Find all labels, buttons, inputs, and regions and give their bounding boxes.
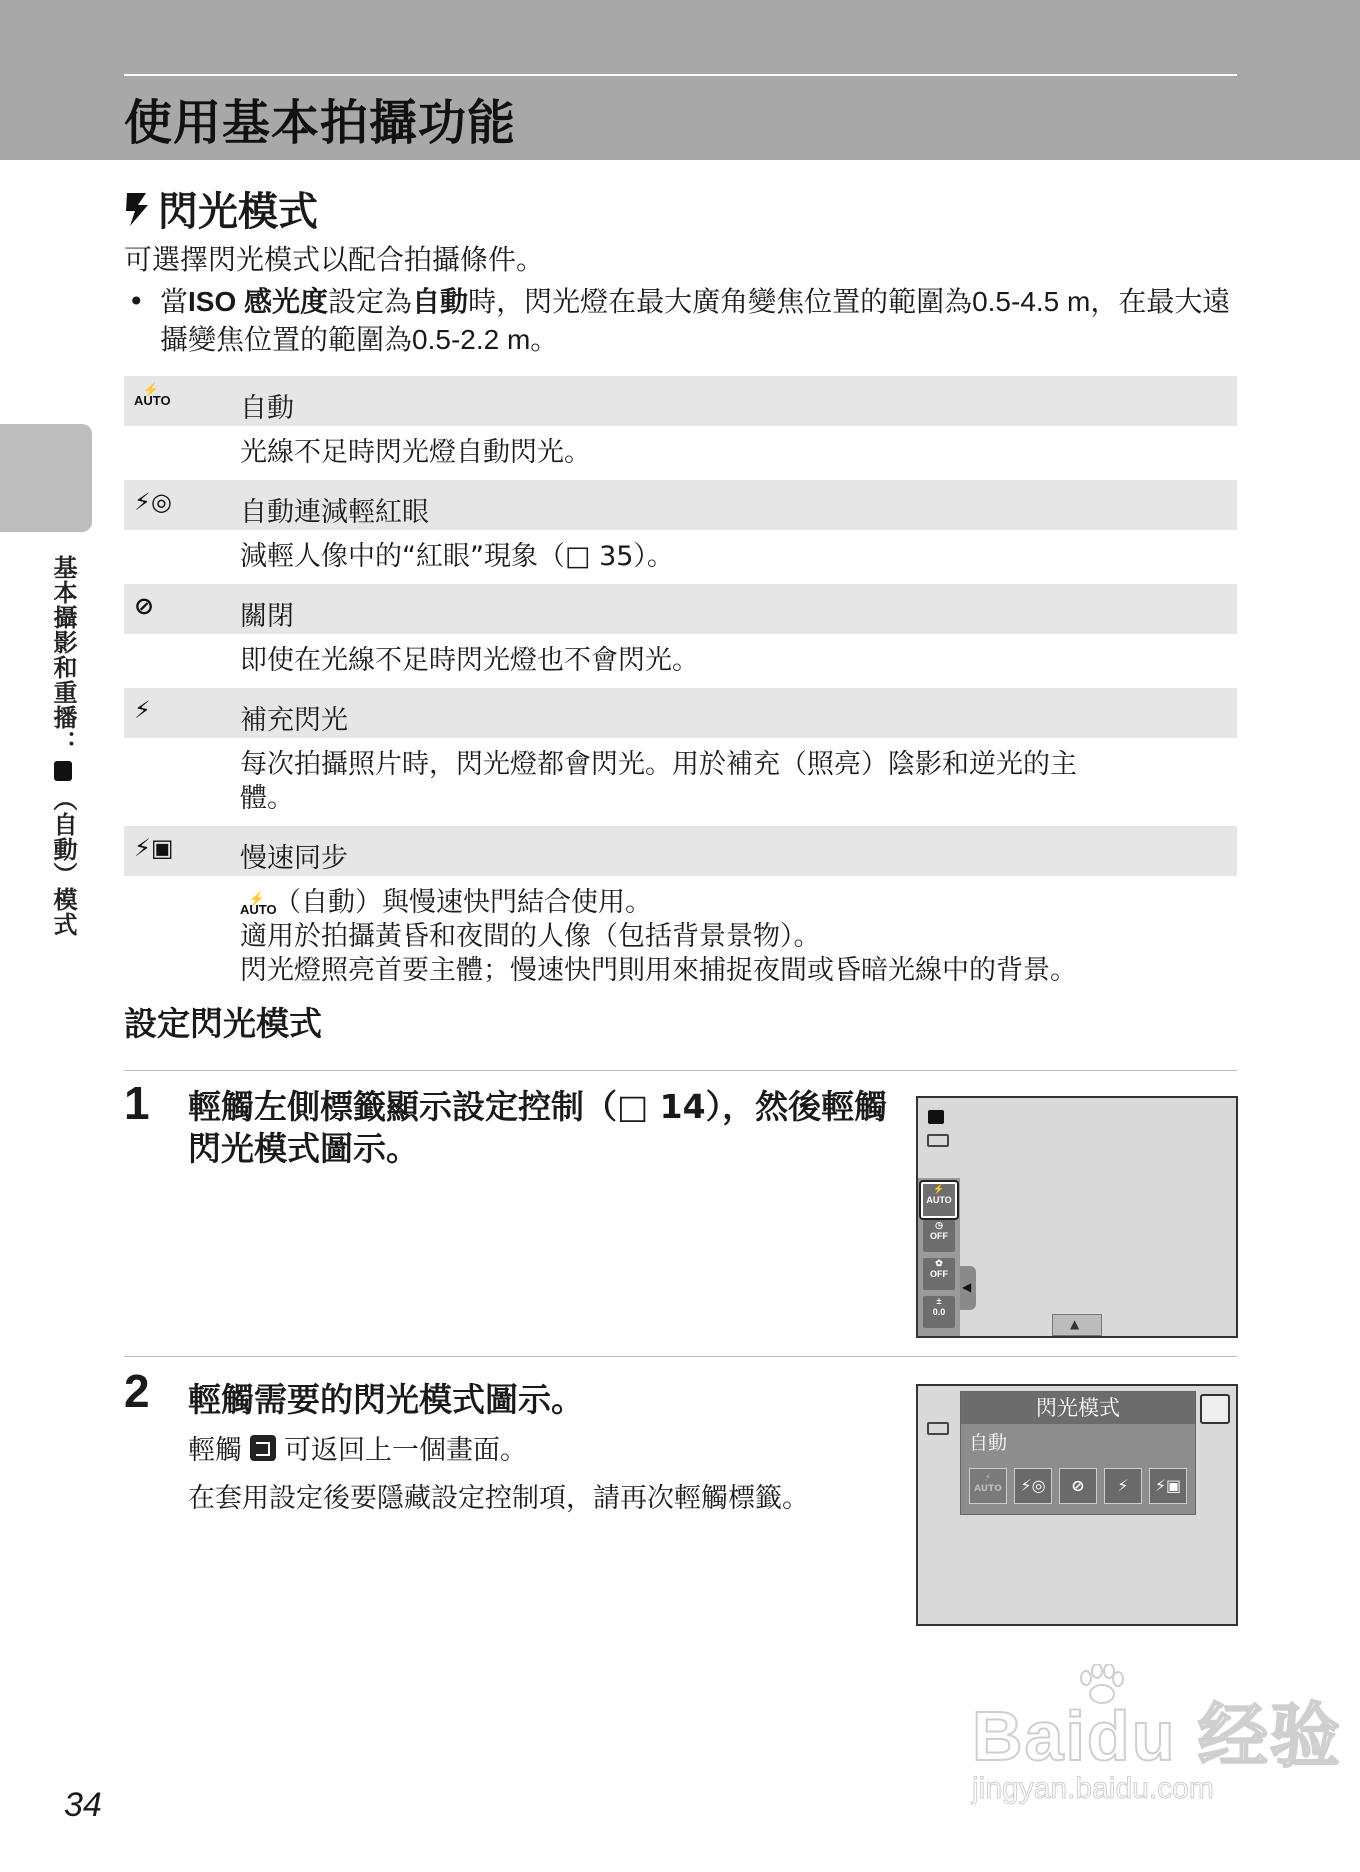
step-text: 輕觸左側標籤顯示設定控制（□ 14），然後輕觸閃光模式圖示。 [188,1087,888,1168]
bullet-part: 當 [160,285,189,318]
header-rule [124,74,1237,76]
mode-desc-line: 適用於拍攝黃昏和夜間的人像（包括背景景物）。 [240,921,821,952]
step-number: 2 [124,1365,150,1417]
camera-icon [54,761,72,781]
watermark-logo: Baidu 经验 [972,1697,1342,1775]
page-number: 34 [64,1786,102,1824]
mode-name: 補充閃光 [240,705,348,736]
mode-row-off [124,584,1237,634]
setting-controls-panel [918,1178,960,1336]
flash-mode-button[interactable]: ⚡ AUTO [921,1182,957,1218]
camera-screen-1 [916,1096,1238,1338]
mode-row-auto [124,376,1237,426]
mode-name: 關閉 [240,601,294,632]
mode-desc: 每次拍攝照片時，閃光燈都會閃光。用於補充（照亮）陰影和逆光的主體。 [240,749,1077,814]
watermark-url: jingyan.baidu.com [972,1772,1214,1805]
slow-sync-option[interactable]: ⚡▣ [1149,1468,1187,1504]
section-title-text: 閃光模式 [158,189,318,235]
section-title [124,180,318,237]
mode-desc-line: ⚡ AUTO（自動）與慢速快門結合使用。 [240,887,652,918]
battery-icon [927,1422,949,1435]
auto-flash-option[interactable]: ⚡ AUTO [969,1468,1007,1504]
side-tab-handle[interactable] [960,1266,976,1310]
auto-flash-icon: ⚡ AUTO [134,382,171,408]
red-eye-flash-icon: ⚡◎ [134,488,172,516]
flash-mode-menu [960,1391,1196,1515]
self-timer-button[interactable]: ◷ OFF [923,1220,955,1252]
bullet-range-tele: 0.5-2.2 m [412,324,531,355]
menu-header: 閃光模式 [961,1392,1195,1424]
side-label-after: （自動）模式 [49,787,77,937]
mode-row-redeye [124,480,1237,530]
bullet-dot: • [128,285,145,318]
mode-desc-group [124,876,1237,998]
up-arrow-icon: ▲ [1070,1317,1080,1331]
mode-row-fill [124,688,1237,738]
bullet-range-wide: 0.5-4.5 m [972,286,1091,317]
intro-text: 可選擇閃光模式以配合拍攝條件。 [124,243,545,276]
detail-text: 可返回上一個畫面。 [284,1435,527,1466]
bottom-tab-handle[interactable] [1052,1314,1102,1336]
setting-title: 設定閃光模式 [124,1004,322,1043]
macro-button[interactable]: ✿ OFF [923,1258,955,1290]
bullet-part: 設定為 [328,285,413,318]
mode-desc-line: 閃光燈照亮首要主體；慢速快門則用來捕捉夜間或昏暗光線中的背景。 [240,955,1077,986]
bullet-part: 。 [530,323,559,356]
red-eye-option[interactable]: ⚡◎ [1014,1468,1052,1504]
bullet-bold-auto: 自動 [412,285,469,318]
camera-screen-2 [916,1384,1238,1626]
selected-mode-label: 自動 [969,1432,1008,1454]
auto-flash-icon: ⚡ AUTO [240,890,277,917]
back-icon [250,1435,276,1461]
fill-flash-option[interactable]: ⚡ [1104,1468,1142,1504]
flash-off-icon: ⊘ [134,592,155,620]
detail-text: 輕觸 [188,1435,242,1466]
page-title: 使用基本拍攝功能 [124,95,517,151]
side-label-before: 基本攝影和重播： [49,555,77,755]
back-button[interactable] [1200,1394,1230,1424]
battery-icon [927,1134,949,1147]
divider [124,1070,1237,1071]
flash-icon [124,190,150,228]
bullet-text [160,283,1239,359]
mode-desc: 光線不足時閃光燈自動閃光。 [240,437,591,468]
mode-row-slow [124,826,1237,876]
divider [124,1356,1237,1357]
bullet-bold-iso: ISO 感光度 [188,286,329,317]
side-tab [0,424,92,532]
step-detail [188,1428,527,1467]
flash-mode-table [124,376,1237,998]
mode-desc: 減輕人像中的“紅眼”現象（□ 35）。 [240,541,674,572]
side-chapter-label [46,555,81,937]
mode-name: 自動 [240,393,294,424]
step-text: 輕觸需要的閃光模式圖示。 [188,1380,584,1419]
fill-flash-icon: ⚡ [134,696,151,724]
flash-option-row [969,1468,1187,1504]
mode-name: 慢速同步 [240,843,348,874]
slow-sync-icon: ⚡▣ [134,834,174,862]
bullet-note [124,283,1239,359]
exposure-button[interactable]: ± 0.0 [923,1296,955,1328]
step-detail: 在套用設定後要隱藏設定控制項，請再次輕觸標籤。 [188,1483,809,1514]
tab-arrow-icon: ◀ [962,1280,972,1294]
camera-mode-icon [928,1110,944,1124]
flash-off-option[interactable]: ⊘ [1059,1468,1097,1504]
mode-desc: 即使在光線不足時閃光燈也不會閃光。 [240,645,699,676]
mode-name: 自動連減輕紅眼 [240,497,429,528]
step-number: 1 [124,1077,150,1129]
bullet-part: ，在最大遠攝變焦位置的範圍為 [160,285,1231,356]
bullet-part: 時，閃光燈在最大廣角變焦位置的範圍為 [468,285,973,318]
